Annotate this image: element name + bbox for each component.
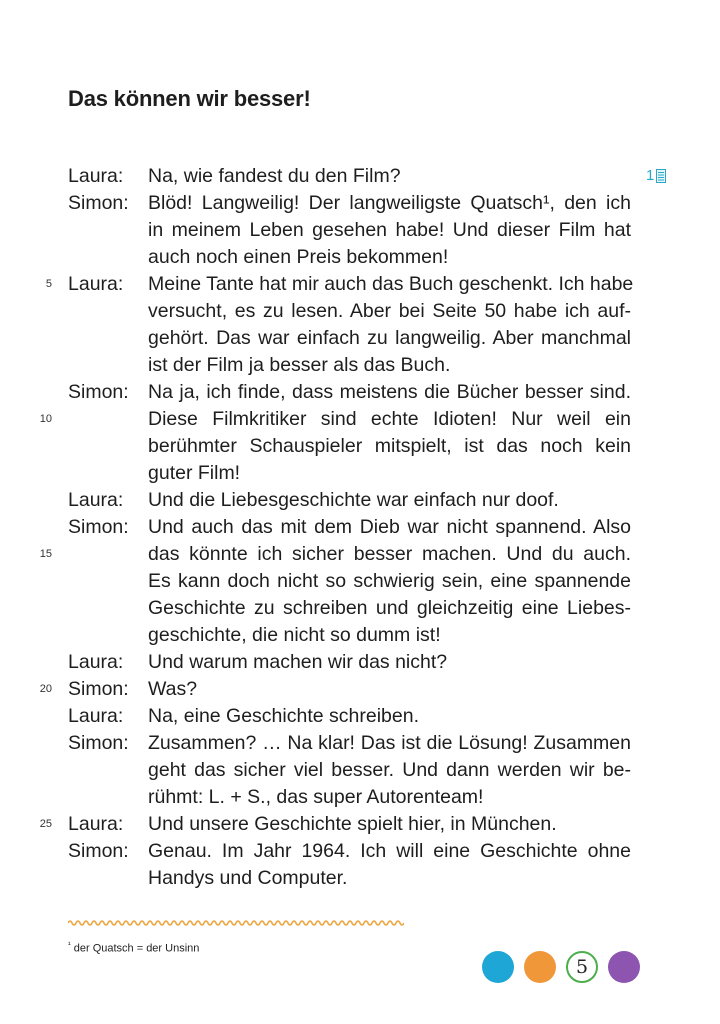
dialogue-text-line: Und auch das mit dem Dieb war nicht spannend. Also [148,516,631,538]
dialogue-line [0,487,720,514]
dialogue-text-line: Blöd! Langweilig! Der langweiligste Quatsch¹, den ich [148,192,631,214]
dialogue-line [0,514,720,541]
line-number: 20 [39,683,52,695]
footnote-divider-wave [68,918,404,928]
dialogue-line [0,757,720,784]
speaker-name: Laura: [68,651,124,673]
speaker-name: Laura: [68,489,124,511]
audio-track-number: 1 [646,167,655,184]
speaker-name: Laura: [68,705,124,727]
dialogue-text-line: gehört. Das war einfach zu langweilig. Aber manchmal [148,327,631,349]
dialogue-text-line: Na, wie fandest du den Film? [148,165,401,187]
footnote-marker: ¹ [68,940,71,949]
dialogue-text-line: in meinem Leben gesehen habe! Und dieser Film hat [148,219,631,241]
dialogue-text-line: geschichte, die nicht so dumm ist! [148,624,441,646]
dialogue-line [0,163,720,190]
dialogue-text-line: Diese Filmkritiker sind echte Idioten! Nur weil ein [148,408,631,430]
dialogue-text-line: Und unsere Geschichte spielt hier, in München. [148,813,557,835]
dialogue-line [0,352,720,379]
line-number: 15 [39,548,52,560]
dialogue-line [0,379,720,406]
dialogue-line [0,622,720,649]
speaker-name: Simon: [68,516,129,538]
dialogue-line [0,460,720,487]
dialogue-line [0,676,720,703]
dialogue-text-line: Meine Tante hat mir auch das Buch geschenkt. Ich habe [148,273,634,295]
line-number: 5 [45,278,52,290]
page-title: Das können wir besser! [68,86,311,111]
dialogue-text-line: Geschichte zu schreiben und gleichzeitig eine Liebes- [148,597,631,619]
footnote [68,940,199,955]
dialogue-line [0,406,720,433]
speaker-name: Simon: [68,840,129,862]
dialogue-line [0,703,720,730]
dialogue-text [0,163,720,892]
dialogue-line [0,865,720,892]
dialogue-text-line: das könnte ich sicher besser machen. Und du auch. [148,543,631,565]
speaker-name: Laura: [68,165,124,187]
speaker-name: Simon: [68,192,129,214]
dialogue-text-line: Genau. Im Jahr 1964. Ich will eine Geschichte ohne [148,840,631,862]
dialogue-line [0,568,720,595]
blue-dot [482,951,514,983]
dialogue-text-line: Handys und Computer. [148,867,348,889]
line-number: 25 [39,818,52,830]
dialogue-text-line: rühmt: L. + S., das super Autorenteam! [148,786,484,808]
dialogue-line [0,595,720,622]
dialogue-line [0,271,720,298]
line-number: 10 [39,413,52,425]
purple-dot [608,951,640,983]
dialogue-text-line: guter Film! [148,462,241,484]
dialogue-line [0,811,720,838]
dialogue-line [0,838,720,865]
page-number-badge [566,951,598,983]
dialogue-line [0,190,720,217]
speaker-name: Laura: [68,813,124,835]
dialogue-text-line: versucht, es zu lesen. Aber bei Seite 50 habe ich auf- [148,300,631,322]
dialogue-line [0,541,720,568]
dialogue-text-line: Zusammen? … Na klar! Das ist die Lösung! Zusammen [148,732,631,754]
dialogue-line [0,298,720,325]
dialogue-line [0,217,720,244]
dialogue-text-line: Na ja, ich finde, dass meistens die Bücher besser sind. [148,381,631,403]
dialogue-line [0,649,720,676]
dialogue-text-line: auch noch einen Preis bekommen! [148,246,449,268]
dialogue-text-line: geht das sicher viel besser. Und dann werden wir be- [148,759,631,781]
orange-dot [524,951,556,983]
dialogue-text-line: Na, eine Geschichte schreiben. [148,705,419,727]
dialogue-text-line: Was? [148,678,198,700]
speaker-name: Simon: [68,732,129,754]
speaker-name: Laura: [68,273,124,295]
dialogue-line [0,325,720,352]
dialogue-line [0,244,720,271]
dialogue-line [0,730,720,757]
footnote-text: der Quatsch = der Unsinn [73,942,200,955]
dialogue-text-line: ist der Film ja besser als das Buch. [148,354,451,376]
page-number: 5 [575,956,589,978]
dialogue-text-line: berühmter Schauspieler mitspielt, ist das noch kein [148,435,631,457]
speaker-name: Simon: [68,381,129,403]
page-navigation-dots [482,951,640,983]
dialogue-text-line: Und die Liebesgeschichte war einfach nur doof. [148,489,559,511]
dialogue-text-line: Es kann doch nicht so schwierig sein, eine spannende [148,570,631,592]
dialogue-line [0,784,720,811]
dialogue-text-line: Und warum machen wir das nicht? [148,651,448,673]
dialogue-line [0,433,720,460]
speaker-name: Simon: [68,678,129,700]
